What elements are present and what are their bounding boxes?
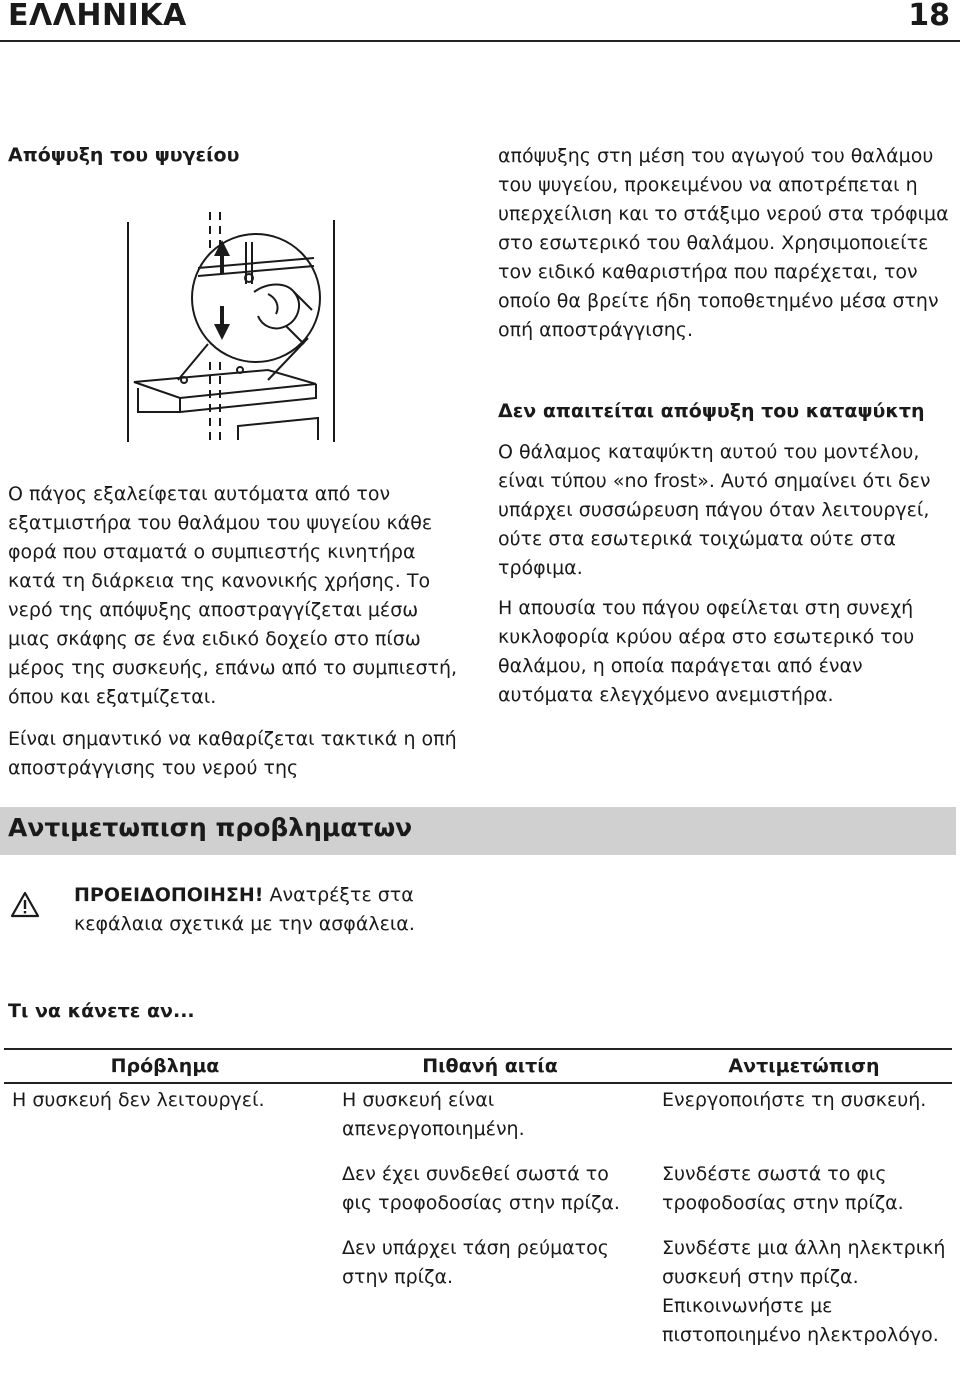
column-header-solution: Αντιμετώπιση [728, 1054, 880, 1077]
cause-cell: Δεν υπάρχει τάση ρεύματος στην πρίζα. [342, 1237, 609, 1288]
warning-triangle-icon [10, 891, 40, 918]
no-defrost-freezer-title: Δεν απαιτείται απόψυξη του καταψύκτη [498, 400, 925, 422]
drain-cleaner-illustration [118, 212, 350, 444]
what-to-do-heading: Τι να κάνετε αν... [8, 1000, 195, 1022]
warning-message [74, 881, 454, 939]
no-frost-paragraph: Ο θάλαμος καταψύκτη αυτού του μοντέλου, είναι τύπου «no frost». Αυτό σημαίνει ότι δεν υπάρχει συσσώρευση πάγου όταν λειτουργεί, ούτε στα εσωτερικά τοιχώματα ούτε στα τρόφιμα. [498, 441, 931, 579]
table-row [4, 1083, 952, 1158]
column-header-problem: Πρόβλημα [110, 1054, 220, 1077]
cause-cell: Δεν έχει συνδεθεί σωστά το φις τροφοδοσίας στην πρίζα. [342, 1163, 620, 1214]
solution-cell: Ενεργοποιήστε τη συσκευή. [662, 1089, 927, 1111]
cause-cell: Η συσκευή είναι απενεργοποιημένη. [342, 1089, 525, 1140]
column-header-cause: Πιθανή αιτία [422, 1054, 558, 1077]
defrost-fridge-title: Απόψυξη του ψυγείου [8, 144, 240, 166]
problem-cell [4, 1232, 324, 1364]
troubleshooting-title: Αντιμετωπιση προβληματων [8, 813, 413, 842]
table-header-row [4, 1049, 952, 1083]
solution-cell: Συνδέστε μια άλλη ηλεκτρική συσκευή στην πρίζα. Επικοινωνήστε με πιστοποιημένο ηλεκτρολόγο. [662, 1237, 946, 1346]
troubleshooting-table [4, 1048, 952, 1364]
defrost-fridge-paragraph: Ο πάγος εξαλείφεται αυτόματα από τον εξατμιστήρα του θαλάμου του ψυγείου κάθε φορά που σταματά ο συμπιεστής κινητήρα κατά τη διάρκεια της κανονικής χρήσης. Το νερό της απόψυξης αποστραγγίζεται μέσω μιας σκάφης σε ένα ειδικό δοχείο στο πίσω μέρος της συσκευής, επάνω από το συμπιεστή, όπου και εξατμίζεται. [8, 483, 458, 708]
drain-cleaning-paragraph-continued: απόψυξης στη μέση του αγωγού του θαλάμου του ψυγείου, προκειμένου να αποτρέπεται η υπερχείλιση και το στάξιμο νερού στα τρόφιμα στο εσωτερικό του θαλάμου. Χρησιμοποιείτε τον ειδικό καθαριστήρα που παρέχεται, τον οποίο θα βρείτε ήδη τοποθετημένο μέσα στην οπή αποστράγγισης. [498, 145, 949, 341]
warning-text: Ανατρέξτε στα κεφάλαια σχετικά με την ασφάλεια. [74, 884, 415, 935]
table-row [4, 1158, 952, 1232]
problem-cell: Η συσκευή δεν λειτουργεί. [12, 1089, 265, 1111]
table-row [4, 1232, 952, 1364]
fan-circulation-paragraph: Η απουσία του πάγου οφείλεται στη συνεχή κυκλοφορία κρύου αέρα στο εσωτερικό του θαλάμου, η οποία παράγεται από έναν αυτόματα ελεγχόμενο ανεμιστήρα. [498, 597, 915, 706]
header-divider [0, 40, 960, 42]
problem-cell [4, 1158, 324, 1232]
solution-cell: Συνδέστε σωστά το φις τροφοδοσίας στην πρίζα. [662, 1163, 904, 1214]
warning-label: ΠΡΟΕΙΔΟΠΟΙΗΣΗ! [74, 884, 264, 906]
page-number: 18 [908, 0, 950, 33]
section-language-header: ΕΛΛΗΝΙΚΑ [8, 0, 187, 33]
drain-cleaning-paragraph-start: Είναι σημαντικό να καθαρίζεται τακτικά η οπή αποστράγγισης του νερού της [8, 728, 457, 779]
